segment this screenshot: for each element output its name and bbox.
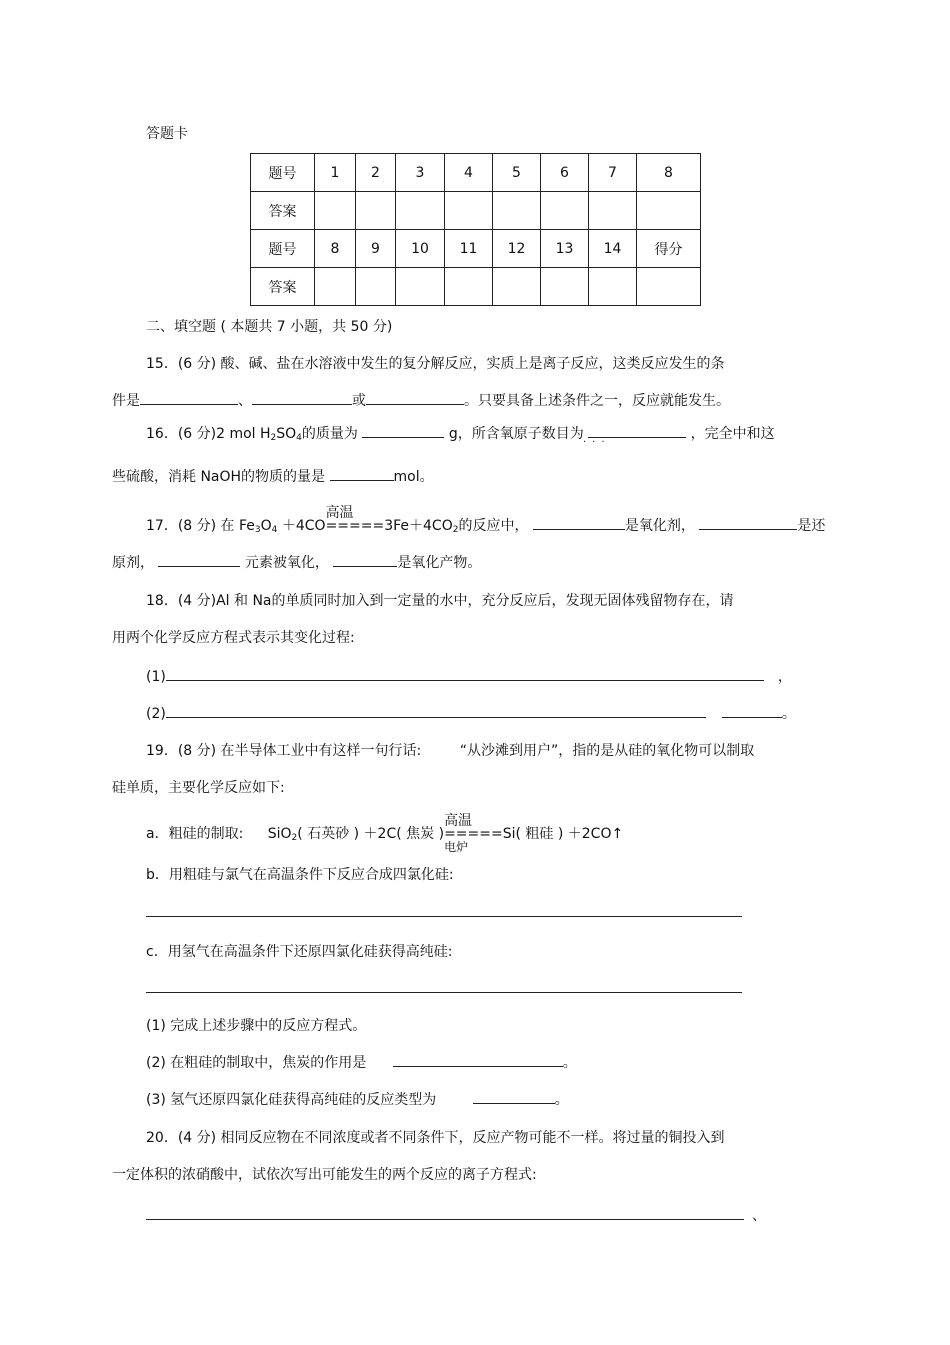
blank[interactable] (166, 703, 706, 718)
text: (3) 氢气还原四氯化硅获得高纯硅的反应类型为 (146, 1092, 437, 1108)
q19-sub2 (146, 1052, 577, 1072)
table-cell: 13 (541, 230, 589, 268)
blank[interactable] (393, 1052, 563, 1067)
table-row (251, 192, 701, 230)
q19-line2: 硅单质，主要化学反应如下: (112, 780, 285, 796)
table-cell: 11 (445, 230, 493, 268)
text: mol。 (393, 469, 434, 485)
answer-cell[interactable] (315, 192, 356, 230)
blank[interactable] (366, 390, 464, 405)
text: 或 (352, 393, 366, 409)
text: NaOH的物质的量是 (200, 469, 326, 485)
condition-label: 高温 (444, 813, 473, 829)
blank[interactable] (166, 666, 764, 681)
text: 。 (562, 1055, 577, 1071)
answer-cell[interactable] (493, 268, 541, 306)
q16-line2 (112, 466, 434, 486)
q18-line1: 18．(4 分)Al 和 Na的单质同时加入到一定量的水中，充分反应后，发现无固体残留物存在，请 (146, 593, 734, 609)
text: 、 (238, 393, 252, 409)
table-cell: 3 (396, 154, 445, 192)
subscript: 2 (291, 833, 298, 843)
blank[interactable] (252, 390, 352, 405)
text: a．粗硅的制取: (146, 826, 244, 842)
table-cell: 9 (356, 230, 396, 268)
table-cell: 10 (396, 230, 445, 268)
table-row (251, 268, 701, 306)
text: 元素被氧化， (244, 555, 329, 571)
emphasis-dots: ··· (583, 437, 611, 448)
answer-cell[interactable] (589, 268, 637, 306)
blank[interactable] (333, 552, 397, 567)
answer-cell[interactable] (637, 192, 701, 230)
text: ( 石英砂 ) ＋2C( 焦炭 ) (297, 826, 445, 842)
table-cell: 答案 (251, 192, 315, 230)
answer-cell[interactable] (356, 268, 396, 306)
table-cell: 题号 (251, 230, 315, 268)
answer-cell[interactable] (356, 192, 396, 230)
text: Si( 粗硅 ) ＋2CO↑ (502, 826, 624, 842)
text: ，完全中和这 (690, 426, 775, 442)
text: O (260, 518, 272, 534)
answer-cell[interactable] (637, 268, 701, 306)
text: 原剂， (112, 555, 154, 571)
q15-line1: 15．(6 分) 酸、碱、盐在水溶液中发生的复分解反应，实质上是离子反应，这类反应发生的条 (146, 356, 725, 372)
q19-equation-a (146, 813, 624, 854)
table-row (251, 154, 701, 192)
text: “从沙滩到用户”，指的是从硅的氧化物可以制取 (459, 743, 755, 759)
table-cell: 8 (315, 230, 356, 268)
blank[interactable] (286, 1205, 744, 1220)
answer-line[interactable] (146, 916, 742, 917)
text: 。 (781, 706, 796, 722)
q20-line2: 一定体积的浓硝酸中，试依次写出可能发生的两个反应的离子方程式: (112, 1167, 537, 1183)
text: SiO (267, 826, 292, 842)
blank[interactable] (146, 1205, 286, 1220)
q17-line2 (112, 552, 481, 572)
text: 是氧化产物。 (397, 555, 482, 571)
answer-cell[interactable] (589, 192, 637, 230)
q20-answer (146, 1205, 766, 1225)
table-cell: 得分 (637, 230, 701, 268)
table-cell: 答案 (251, 268, 315, 306)
text: g，所含氧原子数目为 (448, 426, 584, 442)
subscript: 3 (254, 525, 261, 535)
text: (1) (146, 669, 166, 685)
table-cell: 5 (493, 154, 541, 192)
text: 的反应中， (458, 518, 529, 534)
q17-line1 (146, 505, 826, 535)
text: 17．(8 分) 在 (146, 518, 235, 534)
text: 是氧化剂， (624, 518, 695, 534)
text: 件是 (112, 393, 140, 409)
blank[interactable] (473, 1089, 555, 1104)
text: 、 (752, 1208, 766, 1224)
q18-eq1 (146, 666, 792, 686)
text: (2) (146, 706, 166, 722)
q19-sub3 (146, 1089, 569, 1109)
subscript: 2 (270, 433, 277, 443)
reaction-arrow (444, 813, 503, 854)
arrow: ===== (325, 518, 385, 534)
q20-line1: 20．(4 分) 相同反应物在不同浓度或者不同条件下，反应产物可能不一样。将过量的铜投入到 (146, 1130, 725, 1146)
table-cell: 14 (589, 230, 637, 268)
blank[interactable] (330, 466, 394, 481)
condition-label: 电炉 (444, 840, 469, 854)
card-title: 答题卡 (146, 126, 188, 142)
text: 些硫酸，消耗 (112, 469, 196, 485)
text: ＋4CO (281, 518, 326, 534)
table-cell: 1 (315, 154, 356, 192)
answer-cell[interactable] (445, 192, 493, 230)
table-row (251, 230, 701, 268)
answer-cell[interactable] (396, 268, 445, 306)
q19-sub1: (1) 完成上述步骤中的反应方程式。 (146, 1018, 367, 1034)
table-cell: 2 (356, 154, 396, 192)
answer-cell[interactable] (396, 192, 445, 230)
subscript: 4 (296, 433, 302, 443)
subscript: 4 (271, 525, 278, 535)
q19-step-c: c．用氢气在高温条件下还原四氯化硅获得高纯硅: (146, 944, 453, 960)
q18-eq2 (146, 703, 796, 723)
text: 。只要具备上述条件之一，反应就能发生。 (464, 393, 730, 409)
text: Fe (239, 518, 255, 534)
answer-cell[interactable] (493, 192, 541, 230)
q19-step-b: b．用粗硅与氯气在高温条件下反应合成四氯化硅: (146, 867, 454, 883)
blank[interactable] (722, 703, 782, 718)
blank[interactable] (362, 423, 444, 438)
q19-line1 (146, 740, 754, 760)
blank[interactable] (699, 515, 797, 530)
table-cell: 7 (589, 154, 637, 192)
blank[interactable] (533, 515, 625, 530)
text: (2) 在粗硅的制取中，焦炭的作用是 (146, 1055, 367, 1071)
q15-line2 (112, 390, 730, 410)
arrow: ===== (444, 826, 503, 842)
answer-cell[interactable] (541, 268, 589, 306)
text: 是还 (797, 518, 826, 534)
text: 19．(8 分) 在半导体工业中有这样一句行话: (146, 743, 422, 759)
blank[interactable] (158, 552, 240, 567)
answer-cell[interactable] (445, 268, 493, 306)
table-cell: 12 (493, 230, 541, 268)
text: ， (777, 669, 792, 685)
reaction-arrow (325, 505, 385, 534)
text: 16．(6 分)2 mol H (146, 426, 271, 442)
answer-cell[interactable] (541, 192, 589, 230)
section-heading: 二、填空题 ( 本题共 7 小题，共 50 分) (146, 319, 393, 335)
q18-line2: 用两个化学反应方程式表示其变化过程: (112, 630, 355, 646)
table-cell: 6 (541, 154, 589, 192)
text: SO (276, 426, 297, 442)
answer-line[interactable] (146, 992, 742, 993)
table-cell: 4 (445, 154, 493, 192)
text: 的质量为 (301, 426, 358, 442)
blank[interactable] (588, 423, 686, 438)
q16-line1 (146, 423, 775, 443)
table-cell: 题号 (251, 154, 315, 192)
condition-label: 高温 (325, 505, 354, 521)
blank[interactable] (140, 390, 238, 405)
answer-cell[interactable] (315, 268, 356, 306)
text: 。 (554, 1092, 569, 1108)
text: 3Fe＋4CO (384, 518, 453, 534)
table-cell: 8 (637, 154, 701, 192)
subscript: 2 (452, 525, 459, 535)
answer-card-table (250, 153, 701, 306)
